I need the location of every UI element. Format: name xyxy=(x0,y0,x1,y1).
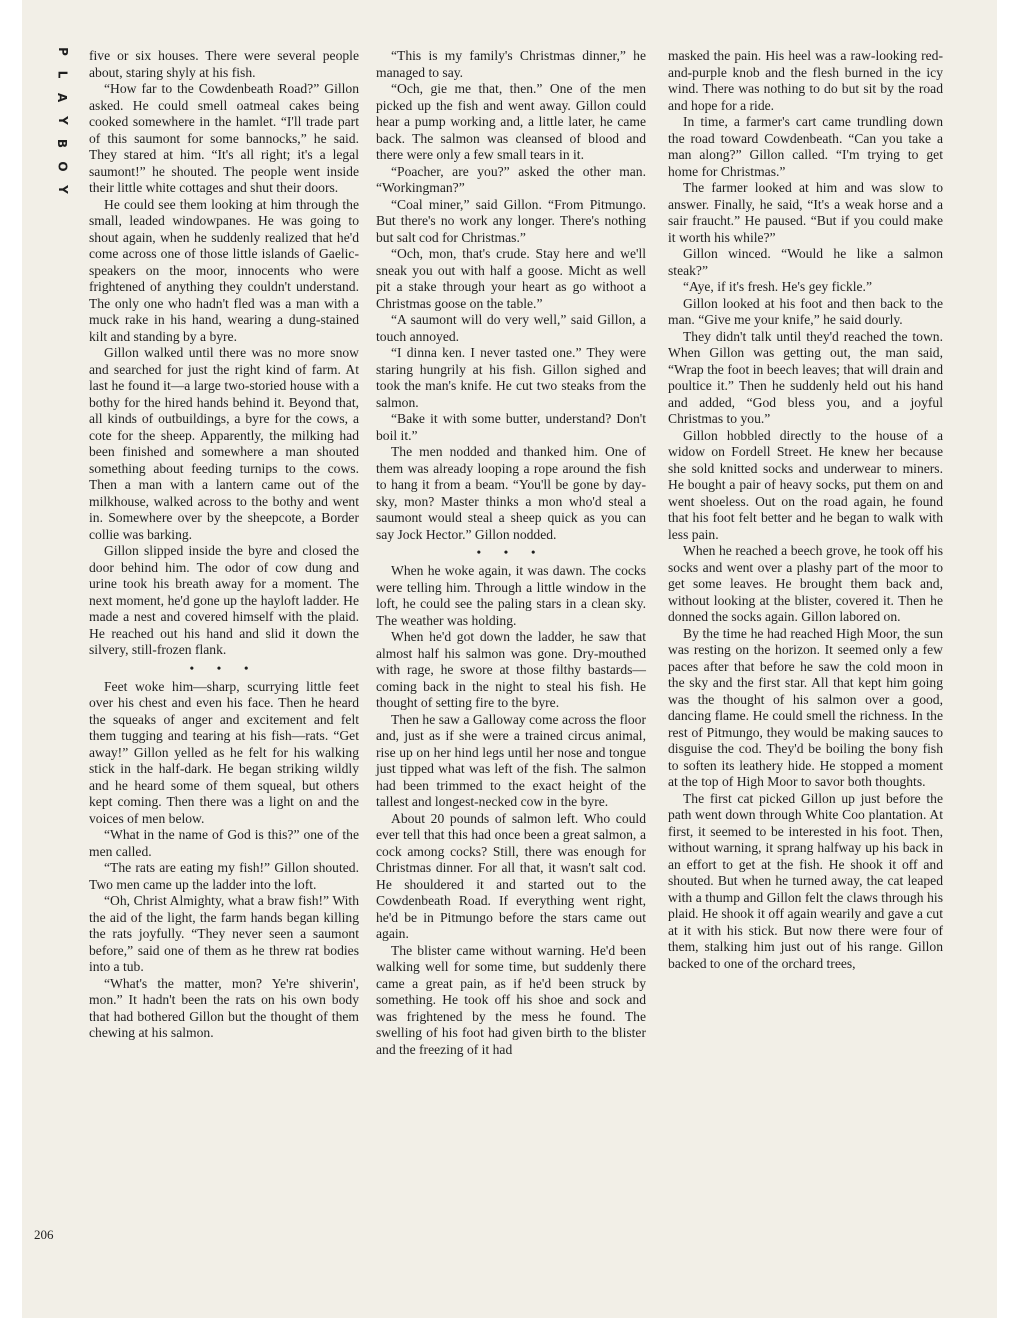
paragraph: “Bake it with some butter, understand? Don't boil it.” xyxy=(376,411,646,443)
paragraph: “What in the name of God is this?” one of the men called. xyxy=(89,827,359,859)
paragraph: “Och, gie me that, then.” One of the men picked up the fish and went away. Gillon could hear a pump working and, a little later, he came back. The salmon was cleansed of blood and there were only a few small tears in it. xyxy=(376,81,646,162)
paragraph: “Coal miner,” said Gillon. “From Pitmungo. But there's no work any longer. There's nothing but salt cod for Christmas.” xyxy=(376,196,646,245)
paragraph: “Och, mon, that's crude. Stay here and we'll sneak you out with half a goose. Micht as well pit a stake through your heart as go withoot a Christmas goose on the table.” xyxy=(376,246,646,311)
paragraph: masked the pain. His heel was a raw-looking red-and-purple knob and the flesh burned in the icy wind. There was nothing to do but sit by the road and hope for a ride. xyxy=(668,48,943,113)
paragraph: five or six houses. There were several people about, staring shyly at his fish. xyxy=(89,48,359,80)
text-column-1 xyxy=(89,48,359,1042)
paragraph: Gillon walked until there was no more snow and searched for just the right kind of farm. At last he found it—a large two-storied house with a bothy for the hired hands behind it. Beyond that, all kinds of outbuildings, a byre for the cows, a cote for the sheep. Apparently, the milking had been finished and somewhere a man shouted something about feeding turnips to the cows. Then a man with a lantern came out of the milkhouse, walked across to the bothy and went in. Somewhere over by the sheepcote, a Border collie was barking. xyxy=(89,345,359,542)
masthead-letter: L xyxy=(55,70,70,79)
paragraph: “Oh, Christ Almighty, what a braw fish!” With the aid of the light, the farm hands began killing the rats joyfully. “They never seen a saumont before,” said one of them as he threw rat bodies into a tub. xyxy=(89,893,359,974)
paragraph: “Poacher, are you?” asked the other man. “Workingman?” xyxy=(376,163,646,195)
paragraph: By the time he had reached High Moor, the sun was resting on the horizon. It seemed only a few paces after that before he saw the cold moon in the sky and the first star. All that kept him going was the thought of his salmon over a good, dancing flame. He could smell the richness. In the rest of Pitmungo, they would be making sauces to disguise the cod. They'd be boiling the bony fish to soften its leathery hide. He stopped a moment at the top of High Moor to savor both thoughts. xyxy=(668,625,943,789)
masthead-letter: O xyxy=(55,161,70,172)
section-break: • • • xyxy=(476,545,546,559)
paragraph: When he woke again, it was dawn. The cocks were telling him. Through a little window in the loft, he could see the paling stars in a clean sky. The weather was holding. xyxy=(376,563,646,628)
paragraph: He could see them looking at him through the small, leaded windowpanes. He was going to shout again, when he suddenly realized that he'd come across one of those little islands of Gaelic-speakers on the moor, innocents who were frightened of anything they couldn't understand. The only one who hadn't fled was a man with a muck rake in his hand, wearing a dung-stained kilt and standing by a byre. xyxy=(89,196,359,344)
masthead-letter: Y xyxy=(55,116,70,125)
masthead-letter: B xyxy=(55,138,70,149)
paragraph: “What's the matter, mon? Ye're shiverin', mon.” It hadn't been the rats on his own body that had bothered Gillon but the thought of them chewing at his salmon. xyxy=(89,975,359,1040)
magazine-page xyxy=(22,0,997,1318)
paragraph: “This is my family's Christmas dinner,” he managed to say. xyxy=(376,48,646,80)
paragraph: Gillon hobbled directly to the house of a widow on Fordell Street. He knew her because she sold knitted socks and underwear to miners. He bought a pair of heavy socks, put them on and went shoeless. Out on the road again, he found that his foot felt better and he began to walk with less pain. xyxy=(668,427,943,542)
masthead-letter: P xyxy=(55,47,70,56)
page-number: 206 xyxy=(34,1227,54,1242)
masthead-letter: A xyxy=(55,92,70,103)
masthead-playboy xyxy=(50,40,74,201)
paragraph: “The rats are eating my fish!” Gillon shouted. Two men came up the ladder into the loft. xyxy=(89,860,359,892)
paragraph: The first cat picked Gillon up just before the path went down through White Coo plantation. At first, it seemed to be interested in his foot. Then, without warning, it sprang halfway up his back in an effort to get at the fish. He shook it off and shouted. But when he turned away, the cat leaped with a thump and Gillon felt the claws through his plaid. He shook it off again wearily and gave a cut at it with his stick. But now there were four of them, stalking him just out of his range. Gillon backed to one of the orchard trees, xyxy=(668,790,943,971)
masthead-letter: Y xyxy=(55,185,70,194)
paragraph: Gillon winced. “Would he like a salmon steak?” xyxy=(668,246,943,278)
paragraph: “I dinna ken. I never tasted one.” They were staring hungrily at his fish. Gillon sighed and took the man's knife. He cut two steaks from the salmon. xyxy=(376,345,646,410)
paragraph: “A saumont will do very well,” said Gillon, a touch annoyed. xyxy=(376,312,646,344)
paragraph: When he'd got down the ladder, he saw that almost half his salmon was gone. Dry-mouthed with rage, he swore at those filthy bastards—coming back in the night to steal his fish. He thought of setting fire to the byre. xyxy=(376,629,646,710)
text-column-3 xyxy=(668,48,943,972)
section-break: • • • xyxy=(189,660,259,675)
text-column-2 xyxy=(376,48,646,1058)
paragraph: Gillon looked at his foot and then back to the man. “Give me your knife,” he said dourly. xyxy=(668,295,943,327)
paragraph: “How far to the Cowdenbeath Road?” Gillon asked. He could smell oatmeal cakes being cooked somewhere in the hamlet. “I'll trade part of this saumont for some bannocks,” he said. They stared at him. “It's all right; it's a legal saumont!” he shouted. The people went inside their little white cottages and shut their doors. xyxy=(89,81,359,195)
paragraph: In time, a farmer's cart came trundling down the road toward Cowdenbeath. “Can you take a man along?” Gillon called. “I'm trying to get home for Christmas.” xyxy=(668,114,943,179)
paragraph: About 20 pounds of salmon left. Who could ever tell that this had once been a great salmon, a cock among cocks? Still, there was enough for Christmas dinner. For all that, it wasn't salt cod. He shouldered it and started out to the Cowdenbeath Road. If everything went right, he'd be in Pitmungo before the stars came out again. xyxy=(376,810,646,941)
paragraph: Then he saw a Galloway come across the floor and, just as if she were a trained circus animal, rise up on her hind legs until her nose and tongue just tipped what was left of the fish. The salmon had been trimmed to the exact height of the tallest and longest-necked cow in the byre. xyxy=(376,711,646,809)
paragraph: Feet woke him—sharp, scurrying little feet over his chest and even his face. Then he heard the squeaks of anger and excitement and felt them tugging and tearing at his fish—rats. “Get away!” Gillon yelled as he felt for his walking stick in the half-dark. He began striking wildly and he heard some of them squeal, but others kept coming. Then there was a light on and the voices of men below. xyxy=(89,678,359,826)
paragraph: The farmer looked at him and was slow to answer. Finally, he said, “It's a weak horse and a sair fraucht.” He paused. “But if you could make it worth his while?” xyxy=(668,180,943,245)
paragraph: They didn't talk until they'd reached the town. When Gillon was getting out, the man said, “Wrap the foot in beech leaves; that will drain and poultice it.” Then he suddenly held out his hand and added, “God bless you, and a joyful Christmas to you.” xyxy=(668,328,943,426)
paragraph: The men nodded and thanked him. One of them was already looping a rope around the fish to hang it from a beam. “You'll be gone by day-sky, mon? Master thinks a mon who'd steal a saumont would steal a sheep quick as you can say Jock Hector.” Gillon nodded. xyxy=(376,444,646,542)
paragraph: Gillon slipped inside the byre and closed the door behind him. The odor of cow dung and urine took his breath away for a moment. The next moment, he'd gone up the hayloft ladder. He made a nest and covered himself with the plaid. He reached out his hand and slid it down the silvery, still-frozen flank. xyxy=(89,543,359,657)
paragraph: “Aye, if it's fresh. He's gey fickle.” xyxy=(683,279,872,294)
paragraph: When he reached a beech grove, he took off his socks and went over a plashy part of the moor to get some leaves. He brought them back and, without looking at the blister, covered it. Then he donned the socks again. Gillon labored on. xyxy=(668,543,943,624)
paragraph: The blister came without warning. He'd been walking well for some time, but suddenly there came a great pain, as if he'd been struck by something. He took off his shoe and sock and was frightened by the mess he found. The swelling of his foot had given birth to the blister and the freezing of it had xyxy=(376,942,646,1057)
